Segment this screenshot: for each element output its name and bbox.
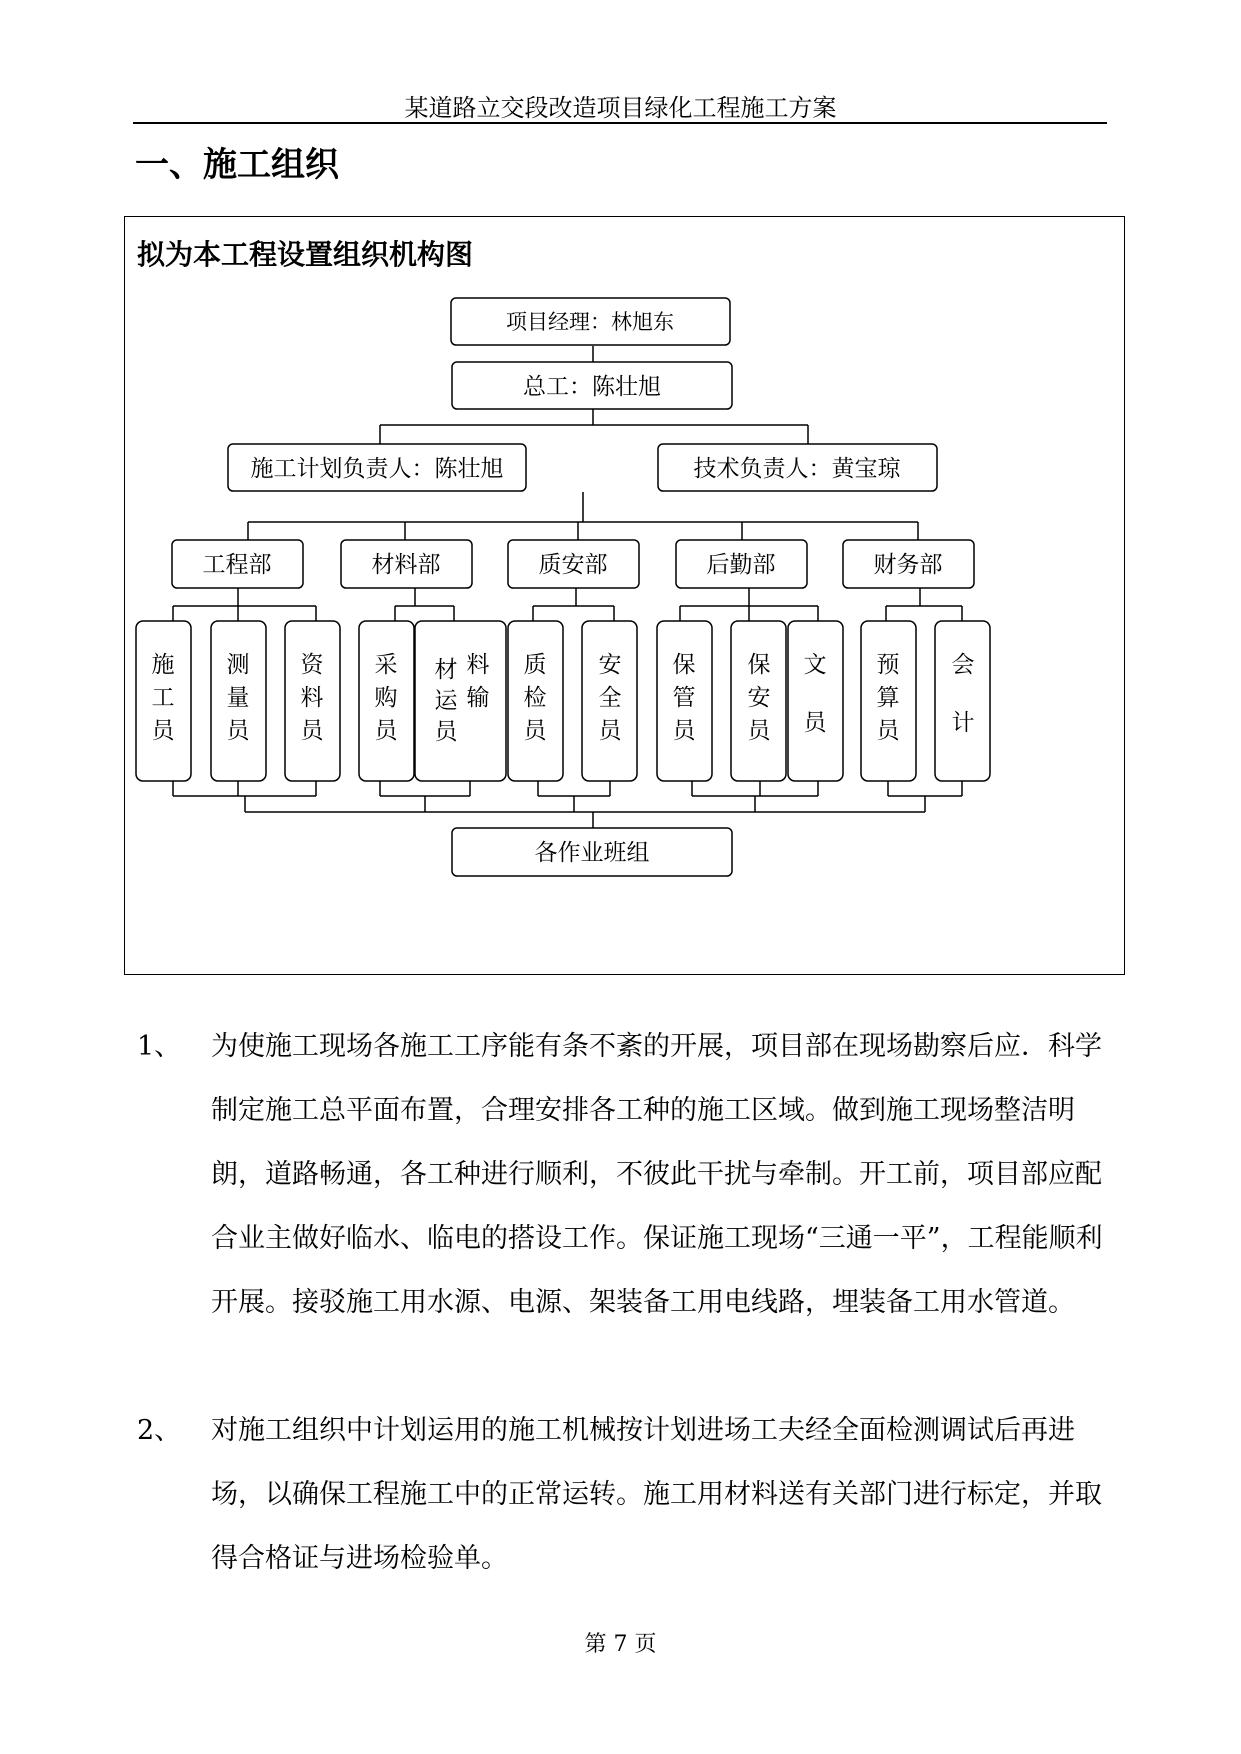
staff-char: 员 xyxy=(876,718,900,744)
department-box xyxy=(676,540,807,588)
staff-box xyxy=(731,621,786,781)
staff-char: 保 xyxy=(747,652,771,678)
department-box xyxy=(341,540,472,588)
tech-lead-label: 技术负责人：黄宝琼 xyxy=(693,456,901,482)
department-label: 质安部 xyxy=(538,552,608,578)
staff-char: 资 xyxy=(300,652,324,678)
paragraph-number: 1、 xyxy=(137,1031,182,1062)
staff-box xyxy=(788,621,843,781)
staff-box xyxy=(415,621,506,781)
staff-char: 员 xyxy=(151,718,175,744)
staff-char: 测 xyxy=(226,652,250,678)
staff-char: 工 xyxy=(151,685,175,711)
staff-char: 检 xyxy=(523,685,547,711)
project-manager-label: 项目经理：林旭东 xyxy=(506,310,674,334)
department-label: 后勤部 xyxy=(706,552,776,578)
staff-char: 员 xyxy=(803,710,827,736)
staff-char: 预 xyxy=(876,652,900,678)
staff-char: 采 xyxy=(374,652,398,678)
staff-char: 施 xyxy=(151,652,175,678)
paragraph-text: 对施工组织中计划运用的施工机械按计划进场工夫经全面检测调试后再进场，以确保工程施工中的正常运转。施工用材料送有关部门进行标定，并取得合格证与进场检验单。 xyxy=(211,1415,1102,1574)
tech-lead-box xyxy=(658,444,937,491)
staff-char: 量 xyxy=(226,685,250,711)
staff-char: 员 xyxy=(523,718,547,744)
chief-engineer-label: 总工：陈壮旭 xyxy=(523,374,661,400)
org-chart-title: 拟为本工程设置组织机构图 xyxy=(137,238,474,271)
staff-char: 料 xyxy=(300,685,324,711)
staff-box xyxy=(359,621,414,781)
staff-char: 员 xyxy=(300,718,324,744)
department-box xyxy=(843,540,974,588)
staff-box xyxy=(861,621,916,781)
department-box xyxy=(508,540,639,588)
paragraph-number: 2、 xyxy=(137,1415,182,1446)
staff-box xyxy=(582,621,637,781)
staff-box xyxy=(211,621,266,781)
department-label: 材料部 xyxy=(371,552,441,578)
staff-char: 材 xyxy=(434,657,458,683)
staff-char: 文 xyxy=(803,652,827,678)
staff-char: 员 xyxy=(598,718,622,744)
staff-char: 运 xyxy=(434,688,458,714)
header-title: 某道路立交段改造项目绿化工程施工方案 xyxy=(404,94,837,122)
plan-lead-label: 施工计划负责人：陈壮旭 xyxy=(250,456,504,482)
staff-box xyxy=(136,621,191,781)
staff-char: 安 xyxy=(598,652,622,678)
staff-char: 料 xyxy=(466,652,490,678)
plan-lead-box xyxy=(228,444,526,491)
project-manager-box xyxy=(451,298,730,345)
staff-box xyxy=(285,621,340,781)
staff-char: 会 xyxy=(951,652,975,678)
staff-char: 算 xyxy=(876,685,900,711)
staff-box xyxy=(657,621,712,781)
staff-char: 员 xyxy=(747,718,771,744)
staff-char: 质 xyxy=(523,652,547,678)
department-label: 工程部 xyxy=(202,552,272,578)
staff-char: 购 xyxy=(374,685,398,711)
chief-engineer-box xyxy=(452,362,732,409)
paragraph-item xyxy=(137,1399,1107,1591)
staff-char: 输 xyxy=(466,685,490,711)
staff-char: 安 xyxy=(747,685,771,711)
staff-char: 计 xyxy=(951,710,975,736)
page-number: 第 7 页 xyxy=(584,1632,657,1657)
paragraph-text: 为使施工现场各施工工序能有条不紊的开展，项目部在现场勘察后应．科学制定施工总平面布置，合理安排各工种的施工区域。做到施工现场整洁明朗，道路畅通，各工种进行顺利，不彼此干扰与牵制。开工前，项目部应配合业主做好临水、临电的搭设工作。保证施工现场“三通一平”，工程能顺利开展。接驳施工用水源、电源、架装备工用电线路，埋装备工用水管道。 xyxy=(211,1031,1103,1318)
staff-char: 员 xyxy=(226,718,250,744)
staff-char: 管 xyxy=(672,685,696,711)
paragraph-item xyxy=(137,1015,1107,1335)
staff-char: 全 xyxy=(598,685,622,711)
teams-box xyxy=(452,828,732,876)
staff-char: 员 xyxy=(374,718,398,744)
staff-char: 保 xyxy=(672,652,696,678)
staff-box xyxy=(935,621,990,781)
department-box xyxy=(172,540,303,588)
section-heading: 一、施工组织 xyxy=(135,145,339,185)
department-label: 财务部 xyxy=(873,552,943,578)
staff-box xyxy=(508,621,563,781)
staff-char: 员 xyxy=(434,719,458,745)
teams-label: 各作业班组 xyxy=(534,840,650,866)
staff-char: 员 xyxy=(672,718,696,744)
